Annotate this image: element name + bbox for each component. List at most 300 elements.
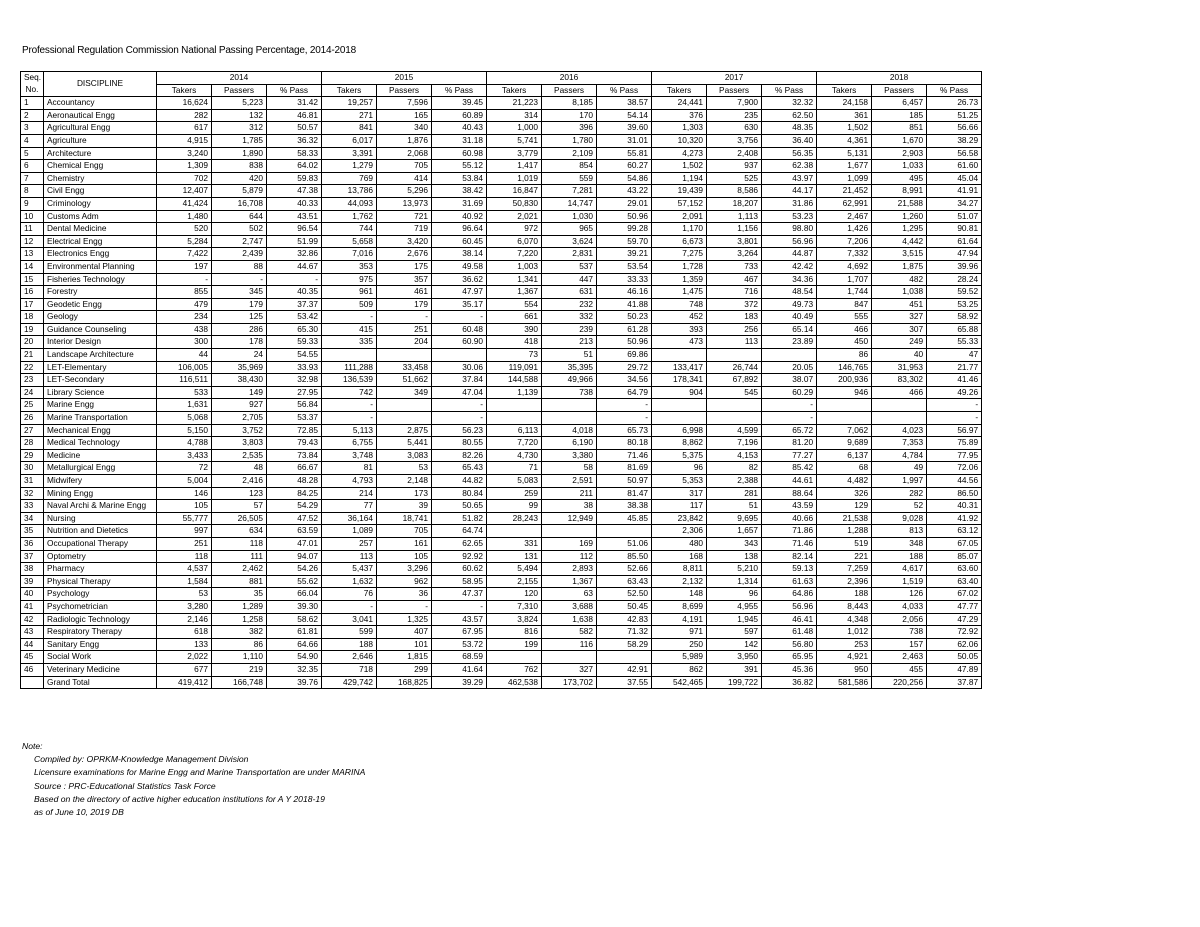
pass-rate-cell: 66.67 [267,462,322,475]
takers-cell: 599 [322,626,377,639]
pass-rate-cell: - [927,399,982,412]
discipline-cell: Chemistry [44,172,157,185]
passers-cell: 7,281 [542,185,597,198]
pass-rate-cell: 42.42 [762,260,817,273]
pass-rate-cell: 56.97 [927,424,982,437]
pass-rate-cell: 64.66 [267,638,322,651]
passing-percentage-table [20,71,982,689]
passers-cell: 2,893 [542,563,597,576]
pass-rate-cell: 73.84 [267,449,322,462]
passers-cell: 2,747 [212,235,267,248]
passers-cell: 9,028 [872,512,927,525]
pass-rate-cell: 30.06 [432,361,487,374]
table-row [21,437,982,450]
passers-cell: 35,969 [212,361,267,374]
pass-rate-cell: - [762,399,817,412]
table-row [21,550,982,563]
pass-rate-cell: 50.05 [927,651,982,664]
table-row [21,248,982,261]
pass-rate-cell: 28.24 [927,273,982,286]
takers-cell: 44,093 [322,197,377,210]
takers-cell [487,651,542,664]
takers-cell: 12,407 [157,185,212,198]
passers-cell: 1,038 [872,286,927,299]
passers-cell: 1,113 [707,210,762,223]
takers-cell: 1,502 [652,160,707,173]
pass-rate-cell: 31.42 [267,97,322,110]
pass-rate-cell: - [762,412,817,425]
pass-rate-cell: 58.62 [267,613,322,626]
pass-rate-cell: 44.56 [927,475,982,488]
table-row [21,386,982,399]
seq-cell: 33 [21,500,44,513]
pass-rate-cell: 54.55 [267,349,322,362]
takers-cell: 86 [817,349,872,362]
pass-rate-cell: 41.64 [432,663,487,676]
pass-rate-cell: 62.38 [762,160,817,173]
passers-cell: 101 [377,638,432,651]
discipline-cell: Forestry [44,286,157,299]
discipline-cell: Pharmacy [44,563,157,576]
passers-cell: 1,780 [542,134,597,147]
pass-rate-cell: 40.35 [267,286,322,299]
seq-cell: 40 [21,588,44,601]
takers-cell: 4,361 [817,134,872,147]
takers-cell: 1,417 [487,160,542,173]
passers-cell: 49 [872,462,927,475]
discipline-cell: Mechanical Engg [44,424,157,437]
pass-rate-cell: 48.54 [762,286,817,299]
passers-cell: 1,289 [212,600,267,613]
pass-rate-cell: 54.86 [597,172,652,185]
takers-cell: 479 [157,298,212,311]
pass-rate-cell: 40.43 [432,122,487,135]
passers-cell: 5,223 [212,97,267,110]
pass-rate-cell: 31.01 [597,134,652,147]
takers-cell: 961 [322,286,377,299]
passers-cell: 188 [872,550,927,563]
takers-cell: 393 [652,323,707,336]
takers-cell: 519 [817,537,872,550]
page-title: Professional Regulation Commission National Passing Percentage, 2014-2018 [22,45,356,56]
pass-rate-cell: 23.89 [762,336,817,349]
takers-cell: 418 [487,336,542,349]
table-row [21,487,982,500]
passers-cell: 1,325 [377,613,432,626]
note-heading: Note: [22,741,43,751]
takers-cell: 7,720 [487,437,542,450]
pass-rate-cell: 31.69 [432,197,487,210]
takers-cell: 250 [652,638,707,651]
passers-cell: 537 [542,260,597,273]
passers-cell: 18,207 [707,197,762,210]
takers-cell: 2,146 [157,613,212,626]
passers-cell: 183 [707,311,762,324]
takers-cell: 72 [157,462,212,475]
pass-rate-cell: 56.80 [762,638,817,651]
passers-cell: 962 [377,575,432,588]
pass-rate-cell: 46.16 [597,286,652,299]
pass-rate-cell: 41.92 [927,512,982,525]
passers-cell: 937 [707,160,762,173]
seq-cell: 37 [21,550,44,563]
takers-cell: 769 [322,172,377,185]
table-row [21,663,982,676]
takers-cell: 221 [817,550,872,563]
passers-cell: 132 [212,109,267,122]
discipline-cell: Guidance Counseling [44,323,157,336]
passers-cell: 112 [542,550,597,563]
takers-cell: 50,830 [487,197,542,210]
takers-cell: 7,310 [487,600,542,613]
takers-cell: 452 [652,311,707,324]
subheader-cell: Takers [652,84,707,97]
takers-cell: 5,068 [157,412,212,425]
passers-cell: 644 [212,210,267,223]
pass-rate-cell: 36.32 [267,134,322,147]
pass-rate-cell: 71.32 [597,626,652,639]
passers-cell: 286 [212,323,267,336]
passers-cell: 1,670 [872,134,927,147]
takers-cell: 131 [487,550,542,563]
takers-cell: 271 [322,109,377,122]
discipline-cell: Library Science [44,386,157,399]
takers-cell: 6,755 [322,437,377,450]
takers-cell: 6,137 [817,449,872,462]
pass-rate-cell: 40.66 [762,512,817,525]
takers-cell: 361 [817,109,872,122]
discipline-cell: Electronics Engg [44,248,157,261]
pass-rate-cell: 37.55 [597,676,652,689]
takers-cell: 5,741 [487,134,542,147]
seq-cell: 27 [21,424,44,437]
table-row [21,374,982,387]
takers-cell: 77 [322,500,377,513]
passers-cell: 348 [872,537,927,550]
passers-cell: 2,109 [542,147,597,160]
passers-cell: 721 [377,210,432,223]
table-row [21,651,982,664]
pass-rate-cell: 56.96 [762,235,817,248]
seq-cell: 18 [21,311,44,324]
seq-cell: 4 [21,134,44,147]
takers-cell: 111,288 [322,361,377,374]
takers-cell: 1,744 [817,286,872,299]
pass-rate-cell: 44.61 [762,475,817,488]
pass-rate-cell: 41.46 [927,374,982,387]
pass-rate-cell: 53.23 [762,210,817,223]
takers-cell: 1,426 [817,223,872,236]
passers-cell: 582 [542,626,597,639]
pass-rate-cell: - [432,412,487,425]
passers-cell: 332 [542,311,597,324]
passers-cell: 738 [872,626,927,639]
pass-rate-cell: 67.05 [927,537,982,550]
pass-rate-cell: 40.92 [432,210,487,223]
passers-cell: 51 [707,500,762,513]
takers-cell: 1,279 [322,160,377,173]
takers-cell: 1,089 [322,525,377,538]
passers-cell: 58 [542,462,597,475]
pass-rate-cell: - [597,412,652,425]
pass-rate-cell: 33.93 [267,361,322,374]
takers-cell: 188 [817,588,872,601]
takers-cell: 748 [652,298,707,311]
takers-cell: 5,150 [157,424,212,437]
passers-cell: 2,676 [377,248,432,261]
takers-cell: 7,206 [817,235,872,248]
pass-rate-cell: 32.86 [267,248,322,261]
takers-cell: 3,391 [322,147,377,160]
pass-rate-cell: 98.80 [762,223,817,236]
takers-cell: 997 [157,525,212,538]
passers-cell: 545 [707,386,762,399]
takers-cell: 81 [322,462,377,475]
passers-cell: 597 [707,626,762,639]
subheader-cell: % Pass [762,84,817,97]
takers-cell: 144,588 [487,374,542,387]
pass-rate-cell: 45.04 [927,172,982,185]
takers-cell: 68 [817,462,872,475]
subheader-cell: Passers [212,84,267,97]
pass-rate-cell: 71.86 [762,525,817,538]
takers-cell: 1,012 [817,626,872,639]
passers-cell: 2,416 [212,475,267,488]
takers-cell: 335 [322,336,377,349]
passers-cell: 3,688 [542,600,597,613]
takers-cell: 4,537 [157,563,212,576]
pass-rate-cell: 50.97 [597,475,652,488]
takers-cell: 7,259 [817,563,872,576]
pass-rate-cell: 50.65 [432,500,487,513]
discipline-cell: Landscape Architecture [44,349,157,362]
takers-cell: 555 [817,311,872,324]
pass-rate-cell: 47.04 [432,386,487,399]
discipline-cell: Nutrition and Dietetics [44,525,157,538]
passers-cell: 482 [872,273,927,286]
year-header: 2018 [817,72,982,85]
table-row [21,600,982,613]
takers-cell: 950 [817,663,872,676]
takers-cell: 816 [487,626,542,639]
pass-rate-cell: 59.52 [927,286,982,299]
takers-cell: 5,004 [157,475,212,488]
passers-cell: 5,879 [212,185,267,198]
pass-rate-cell: 59.33 [267,336,322,349]
passers-cell [377,349,432,362]
subheader-cell: Takers [817,84,872,97]
takers-cell: 4,482 [817,475,872,488]
pass-rate-cell: 61.64 [927,235,982,248]
pass-rate-cell: 34.56 [597,374,652,387]
passers-cell: 38 [542,500,597,513]
pass-rate-cell: 47.77 [927,600,982,613]
takers-cell: 3,748 [322,449,377,462]
discipline-cell: Electrical Engg [44,235,157,248]
passers-cell: 7,353 [872,437,927,450]
pass-rate-cell: 66.04 [267,588,322,601]
takers-cell: 1,475 [652,286,707,299]
passers-cell: 733 [707,260,762,273]
passers-cell: 5,296 [377,185,432,198]
passers-cell: 49,966 [542,374,597,387]
passers-cell: 451 [872,298,927,311]
takers-cell [652,399,707,412]
takers-cell: 462,538 [487,676,542,689]
pass-rate-cell: 53.54 [597,260,652,273]
takers-cell: 55,777 [157,512,212,525]
seq-cell: 9 [21,197,44,210]
table-row [21,638,982,651]
takers-cell: 8,811 [652,563,707,576]
passers-cell: 1,258 [212,613,267,626]
seq-cell: 21 [21,349,44,362]
year-header: 2016 [487,72,652,85]
takers-cell: 533 [157,386,212,399]
takers-cell: 4,273 [652,147,707,160]
passers-cell: 1,638 [542,613,597,626]
passers-cell: 38,430 [212,374,267,387]
pass-rate-cell: 40.33 [267,197,322,210]
seq-cell: 44 [21,638,44,651]
takers-cell [817,412,872,425]
passers-cell: 813 [872,525,927,538]
takers-cell: 62,991 [817,197,872,210]
takers-cell: 199 [487,638,542,651]
pass-rate-cell [762,349,817,362]
takers-cell: 57,152 [652,197,707,210]
passers-cell: 213 [542,336,597,349]
seq-cell: 16 [21,286,44,299]
pass-rate-cell: 51.99 [267,235,322,248]
takers-cell: 1,502 [817,122,872,135]
takers-cell: 3,779 [487,147,542,160]
pass-rate-cell: 45.36 [762,663,817,676]
pass-rate-cell: 47.89 [927,663,982,676]
pass-rate-cell: 27.95 [267,386,322,399]
passers-cell: 173 [377,487,432,500]
takers-cell: 972 [487,223,542,236]
pass-rate-cell: 59.83 [267,172,322,185]
pass-rate-cell: 55.62 [267,575,322,588]
takers-cell: 133 [157,638,212,651]
passers-cell: 4,153 [707,449,762,462]
takers-cell: 23,842 [652,512,707,525]
passers-cell: 455 [872,663,927,676]
pass-rate-cell: 52.66 [597,563,652,576]
passers-cell: 2,831 [542,248,597,261]
takers-cell: 99 [487,500,542,513]
passers-cell: 3,803 [212,437,267,450]
pass-rate-cell: 29.01 [597,197,652,210]
takers-cell: 253 [817,638,872,651]
pass-rate-cell [432,349,487,362]
takers-cell: 106,005 [157,361,212,374]
pass-rate-cell: 96.64 [432,223,487,236]
takers-cell: 1,139 [487,386,542,399]
pass-rate-cell: 20.05 [762,361,817,374]
takers-cell: 118 [157,550,212,563]
passers-cell [707,349,762,362]
passers-cell: 235 [707,109,762,122]
passers-cell: 927 [212,399,267,412]
passers-cell: 5,441 [377,437,432,450]
takers-cell: 71 [487,462,542,475]
takers-cell: 742 [322,386,377,399]
passers-cell: 2,388 [707,475,762,488]
takers-cell: 1,003 [487,260,542,273]
takers-cell: 188 [322,638,377,651]
takers-cell: 4,730 [487,449,542,462]
pass-rate-cell: 43.51 [267,210,322,223]
takers-cell: 3,240 [157,147,212,160]
takers-cell: 21,538 [817,512,872,525]
seq-cell: 15 [21,273,44,286]
seq-cell: 28 [21,437,44,450]
passers-cell: 1,367 [542,575,597,588]
takers-cell: 317 [652,487,707,500]
discipline-cell: Grand Total [44,676,157,689]
passers-cell: 239 [542,323,597,336]
passers-cell: 168,825 [377,676,432,689]
pass-rate-cell: 46.81 [267,109,322,122]
passers-cell: 1,657 [707,525,762,538]
takers-cell: 841 [322,122,377,135]
table-row [21,626,982,639]
pass-rate-cell: 65.43 [432,462,487,475]
takers-cell: 4,788 [157,437,212,450]
takers-cell: 6,998 [652,424,707,437]
takers-cell: 257 [322,537,377,550]
pass-rate-cell: 62.50 [762,109,817,122]
passers-cell: 36 [377,588,432,601]
takers-cell: 3,041 [322,613,377,626]
subheader-cell: % Pass [432,84,487,97]
passers-cell: 343 [707,537,762,550]
discipline-cell: Fisheries Technology [44,273,157,286]
passers-cell: 1,033 [872,160,927,173]
passers-cell: 35 [212,588,267,601]
pass-rate-cell: 38.29 [927,134,982,147]
takers-cell: 581,586 [817,676,872,689]
passers-cell: 125 [212,311,267,324]
passers-cell: 4,033 [872,600,927,613]
discipline-cell: Medical Technology [44,437,157,450]
passers-cell: 170 [542,109,597,122]
takers-cell: 4,915 [157,134,212,147]
pass-rate-cell: 72.92 [927,626,982,639]
takers-cell: 5,437 [322,563,377,576]
seq-header: Seq. [24,72,42,83]
pass-rate-cell: 29.72 [597,361,652,374]
takers-cell: 2,467 [817,210,872,223]
passers-cell: 447 [542,273,597,286]
pass-rate-cell: 34.27 [927,197,982,210]
table-row [21,336,982,349]
passers-cell: 12,949 [542,512,597,525]
pass-rate-cell: 62.65 [432,537,487,550]
passers-cell: 51 [542,349,597,362]
pass-rate-cell: 47.01 [267,537,322,550]
pass-rate-cell: 32.35 [267,663,322,676]
table-row [21,361,982,374]
takers-cell: 8,699 [652,600,707,613]
notes-section [22,740,365,819]
pass-rate-cell: 85.50 [597,550,652,563]
pass-rate-cell: 72.06 [927,462,982,475]
passers-cell: 716 [707,286,762,299]
passers-cell: 299 [377,663,432,676]
